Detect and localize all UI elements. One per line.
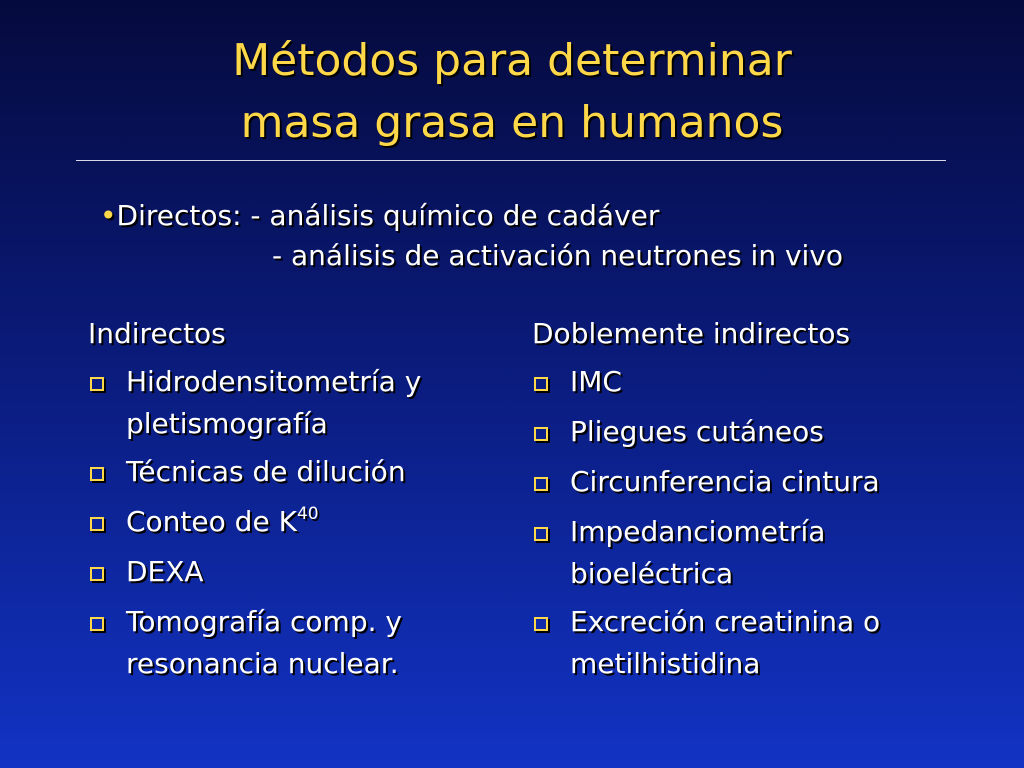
directos-label: Directos: xyxy=(116,199,242,232)
k-label: Conteo de K xyxy=(126,505,297,538)
indirectos-item-5a: Tomografía comp. y xyxy=(126,605,402,638)
directos-line-1 xyxy=(100,198,659,234)
directos-item-2: - análisis de activación neutrones in vivo xyxy=(272,239,844,272)
k-superscript: 40 xyxy=(296,504,319,524)
indirectos-item-1b: pletismografía xyxy=(126,407,328,440)
title-divider xyxy=(76,160,946,161)
hollow-square-bullet-icon xyxy=(534,477,548,491)
doblemente-item-1: IMC xyxy=(570,365,622,398)
indirectos-item-2: Técnicas de dilución xyxy=(126,455,406,488)
hollow-square-bullet-icon xyxy=(534,527,548,541)
indirectos-heading: Indirectos xyxy=(88,317,226,350)
doblemente-item-3: Circunferencia cintura xyxy=(570,465,880,498)
hollow-square-bullet-icon xyxy=(90,377,104,391)
slide-title-line-2: masa grasa en humanos xyxy=(240,97,784,148)
hollow-square-bullet-icon xyxy=(534,617,548,631)
hollow-square-bullet-icon xyxy=(90,517,104,531)
slide-title-line-1: Métodos para determinar xyxy=(232,35,792,86)
hollow-square-bullet-icon xyxy=(90,467,104,481)
doblemente-item-4b: bioeléctrica xyxy=(570,557,734,590)
hollow-square-bullet-icon xyxy=(534,377,548,391)
hollow-square-bullet-icon xyxy=(90,617,104,631)
indirectos-item-5b: resonancia nuclear. xyxy=(126,647,399,680)
doblemente-item-5b: metilhistidina xyxy=(570,647,761,680)
round-bullet-icon: • xyxy=(100,199,117,232)
doblemente-item-4a: Impedanciometría xyxy=(570,515,826,548)
indirectos-item-3 xyxy=(126,504,319,544)
doblemente-indirectos-heading: Doblemente indirectos xyxy=(532,317,851,350)
indirectos-item-4: DEXA xyxy=(126,555,204,588)
directos-item-1: - análisis químico de cadáver xyxy=(250,199,660,232)
hollow-square-bullet-icon xyxy=(534,427,548,441)
doblemente-item-5a: Excreción creatinina o xyxy=(570,605,881,638)
indirectos-item-1a: Hidrodensitometría y xyxy=(126,365,422,398)
doblemente-item-2: Pliegues cutáneos xyxy=(570,415,824,448)
hollow-square-bullet-icon xyxy=(90,567,104,581)
